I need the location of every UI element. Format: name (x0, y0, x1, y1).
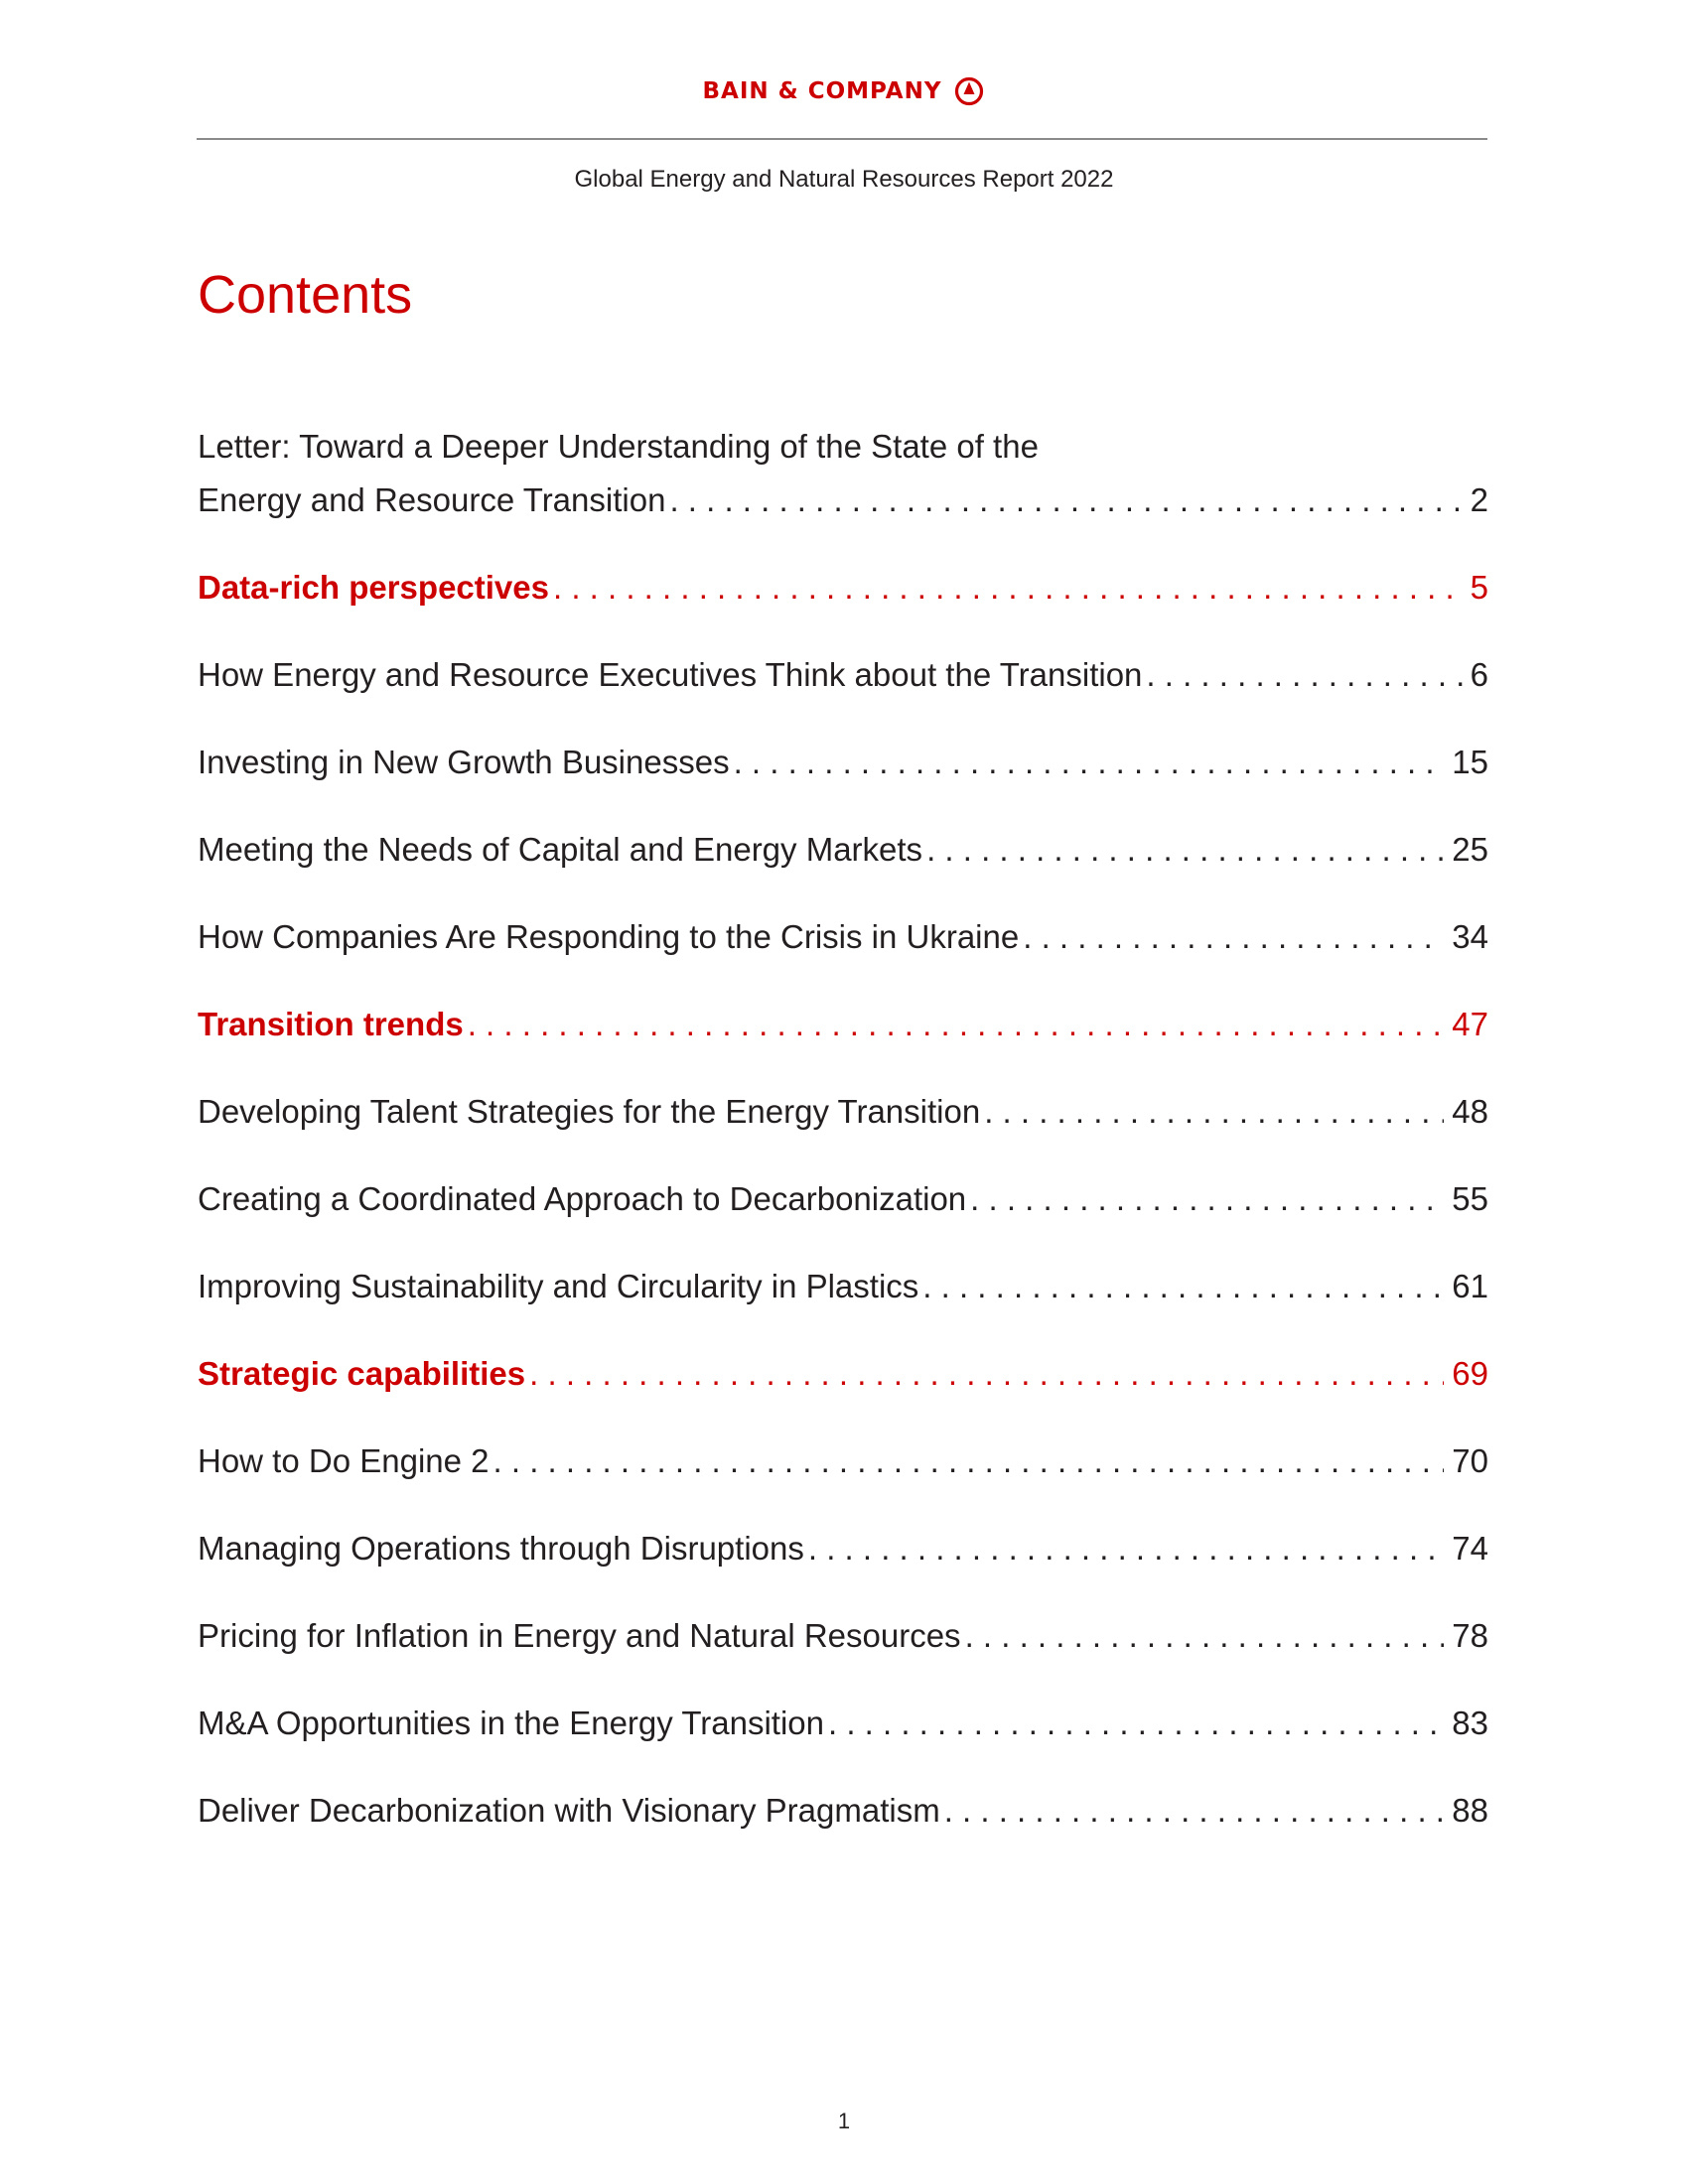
dot-leader (529, 1352, 1444, 1396)
brand-header (0, 75, 1688, 107)
toc-entry-letter[interactable] (198, 478, 1488, 522)
toc-entry[interactable] (198, 1265, 1488, 1308)
toc-entry-page: 74 (1452, 1530, 1488, 1567)
toc-entry-title: How to Do Engine 2 (198, 1442, 490, 1479)
bain-logo-icon (953, 75, 985, 107)
dot-leader (926, 828, 1444, 872)
dot-leader (808, 1527, 1444, 1570)
dot-leader (493, 1439, 1445, 1483)
toc-entry-title: Deliver Decarbonization with Visionary Pragmatism (198, 1792, 940, 1829)
toc-entry-title: Energy and Resource Transition (198, 481, 666, 518)
dot-leader (553, 566, 1463, 610)
toc-entry-page: 78 (1452, 1617, 1488, 1654)
header-rule (197, 138, 1487, 140)
toc-entry-title: Meeting the Needs of Capital and Energy Markets (198, 831, 923, 868)
toc-section-page: 5 (1470, 569, 1488, 606)
toc-entry[interactable] (198, 1702, 1488, 1745)
dot-leader (984, 1090, 1444, 1134)
report-title: Global Energy and Natural Resources Report 2022 (574, 166, 1114, 193)
dot-leader (922, 1265, 1444, 1308)
toc-entry-title: Creating a Coordinated Approach to Decarbonization (198, 1180, 967, 1217)
toc-entry-title: M&A Opportunities in the Energy Transition (198, 1705, 824, 1741)
toc-entry[interactable] (198, 1789, 1488, 1833)
contents-heading: Contents (198, 265, 413, 325)
toc-entry[interactable] (198, 1614, 1488, 1658)
toc-entry-page: 55 (1452, 1180, 1488, 1217)
toc-entry-title: Improving Sustainability and Circularity in Plastics (198, 1268, 919, 1304)
dot-leader (965, 1614, 1445, 1658)
toc-section-page: 69 (1452, 1355, 1488, 1392)
toc-entry[interactable] (198, 1439, 1488, 1483)
toc-entry[interactable] (198, 915, 1488, 959)
toc-entry-page: 48 (1452, 1093, 1488, 1130)
toc-entry-page: 83 (1452, 1705, 1488, 1741)
dot-leader (944, 1789, 1445, 1833)
toc-entry[interactable] (198, 828, 1488, 872)
toc-entry-title: Developing Talent Strategies for the Energy Transition (198, 1093, 981, 1130)
dot-leader (970, 1177, 1444, 1221)
toc-entry[interactable] (198, 1090, 1488, 1134)
toc-entry-title: How Energy and Resource Executives Think about the Transition (198, 656, 1143, 693)
toc-entry[interactable] (198, 1177, 1488, 1221)
dot-leader (828, 1702, 1444, 1745)
dot-leader (734, 741, 1445, 784)
toc-entry-page: 61 (1452, 1268, 1488, 1304)
toc-section-strategic-capabilities[interactable] (198, 1352, 1488, 1396)
toc-entry-title: Managing Operations through Disruptions (198, 1530, 804, 1567)
brand-name: BAIN & COMPANY (702, 78, 942, 104)
toc-section-title: Transition trends (198, 1006, 464, 1042)
toc-letter-line1[interactable]: Letter: Toward a Deeper Understanding of the State of the (198, 428, 1039, 465)
toc-entry[interactable] (198, 653, 1488, 697)
toc-section-page: 47 (1452, 1006, 1488, 1042)
page-number: 1 (837, 2109, 851, 2133)
toc-entry-title: How Companies Are Responding to the Crisis in Ukraine (198, 918, 1020, 955)
toc-entry-page: 70 (1452, 1442, 1488, 1479)
toc-entry-title: Pricing for Inflation in Energy and Natural Resources (198, 1617, 961, 1654)
toc-entry-title: Investing in New Growth Businesses (198, 744, 730, 780)
toc-entry[interactable] (198, 741, 1488, 784)
toc-entry[interactable] (198, 1527, 1488, 1570)
toc-section-title: Strategic capabilities (198, 1355, 526, 1392)
toc-section-data-rich-perspectives[interactable] (198, 566, 1488, 610)
dot-leader (1023, 915, 1444, 959)
dot-leader (669, 478, 1462, 522)
dot-leader (1146, 653, 1462, 697)
toc-entry-page: 15 (1452, 744, 1488, 780)
toc-entry-page: 34 (1452, 918, 1488, 955)
toc-entry-page: 2 (1470, 481, 1488, 518)
toc-section-transition-trends[interactable] (198, 1003, 1488, 1046)
toc-section-title: Data-rich perspectives (198, 569, 549, 606)
toc-entry-page: 25 (1452, 831, 1488, 868)
toc-entry-page: 88 (1452, 1792, 1488, 1829)
dot-leader (468, 1003, 1445, 1046)
toc-entry-page: 6 (1470, 656, 1488, 693)
